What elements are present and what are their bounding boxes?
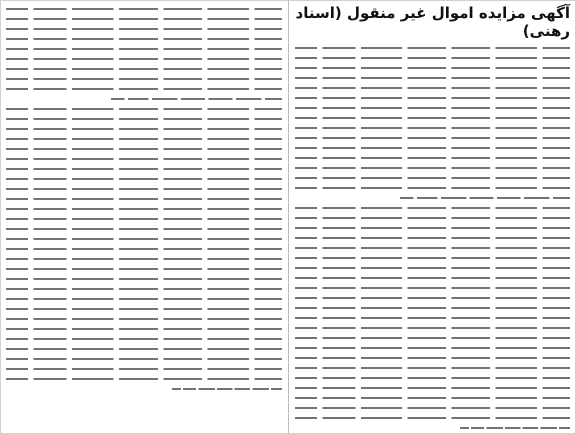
text-lines-left	[6, 4, 282, 394]
notice-title: آگهی مزایده اموال غیر منقول (اسناد رهنی)	[295, 4, 570, 40]
notice-right-column	[288, 0, 576, 434]
text-lines-right	[295, 43, 570, 433]
